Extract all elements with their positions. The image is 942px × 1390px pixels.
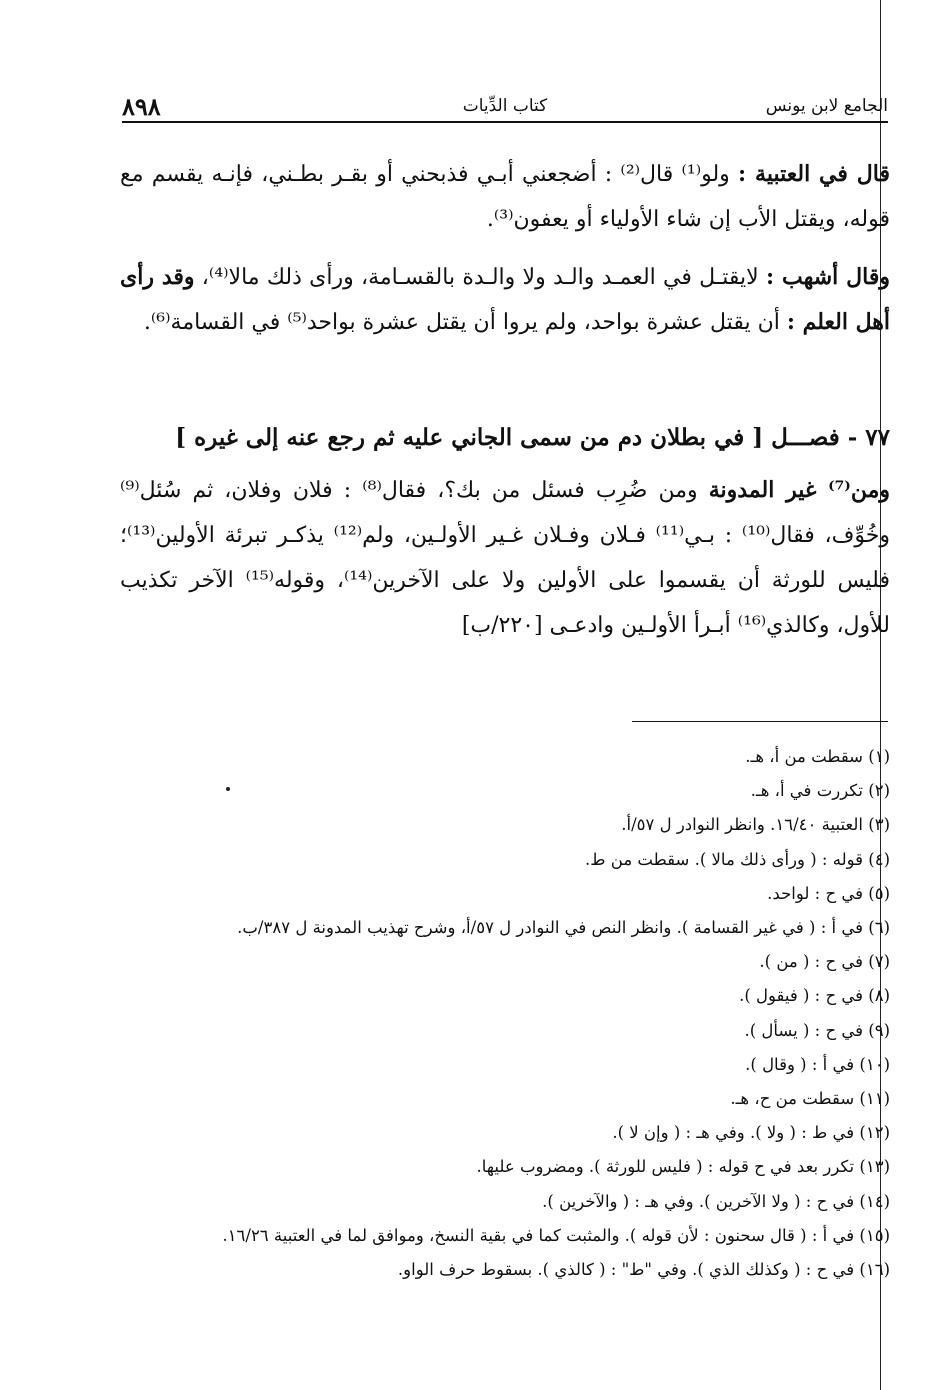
footnote-8: (٨) في ح : ( فيقول ). [739,986,890,1006]
footnote-13: (١٣) تكرر بعد في ح قوله : ( فليس للورثة ). ومضروب عليها. [476,1157,890,1177]
footnote-7: (٧) في ح : ( من ). [759,952,890,972]
footnote-10: (١٠) في أ : ( وقال ). [745,1054,890,1074]
footnote-11: (١١) سقطت من ح، هـ. [730,1089,890,1109]
paragraph-3-lead: ومن⁽⁷⁾ غير المدونة [708,477,891,503]
paragraph-1 [120,152,890,242]
paragraph-2-text2: أن يقتل عشرة بواحد، ولم يروا أن يقتل عشرة بواحد⁽⁵⁾ في القسامة⁽⁶⁾. [143,310,787,335]
paragraph-2 [120,255,890,345]
footnotes-list [120,740,890,1287]
book-title: الجامع لابن يونس [765,96,888,116]
paragraph-1-text: ولو⁽¹⁾ قال⁽²⁾ : أضجعني أبـي فذبحني أو بقـر بطـني، فإنـه يقسم مع قوله، ويقتل الأب إن شاء الأولياء أو يعفون⁽³⁾. [120,162,890,232]
paragraph-2-lead2: وقد رأى أهل العلم : [120,264,890,335]
section-heading: ٧٧ - فصـــل [ في بطلان دم من سمى الجاني عليه ثم رجع عنه إلى غيره ] [175,424,890,451]
paragraph-3-text: ومن ضُرِب فسئل من بك؟، فقال⁽⁸⁾ : فلان وفلان، ثم سُئل⁽⁹⁾ وخُوِّف، فقال⁽¹⁰⁾ : بـي⁽¹¹⁾ فـلان وفـلان غـير الأولـين، ولم⁽¹²⁾ يذكـر تبرئة الأولين⁽¹³⁾؛ فليس للورثة أن يقسموا على الأولين ولا على الآخرين⁽¹⁴⁾، وقوله⁽¹⁵⁾ الآخر تكذيب للأول، وكالذي⁽¹⁶⁾ أبـرأ الأولـين وادعـى [٢٢٠/ب] [120,478,890,638]
page-number: ٨٩٨ [122,92,161,121]
footnote-16: (١٦) في ح : ( وكذلك الذي ). وفي "ط" : ( كالذي ). بسقوط حرف الواو. [397,1260,890,1280]
footnote-separator [632,721,888,722]
footnote-15: (١٥) في أ : ( قال سحنون : لأن قوله ). والمثبت كما في بقية النسخ، وموافق لما في العتبية ١٦/٢٦. [222,1225,890,1245]
footnote-2: (٢) تكررت في أ، هـ. [750,781,890,801]
footnote-6: (٦) في أ : ( في غير القسامة ). وانظر النص في النوادر ل ٥٧/أ، وشرح تهذيب المدونة ل ٣٨٧/ب. [237,918,890,938]
footnote-14: (١٤) في ح : ( ولا الآخرين ). وفي هـ : ( والآخرين ). [542,1191,890,1211]
page-header [122,92,888,120]
footnote-1: (١) سقطت من أ، هـ. [745,747,890,766]
header-rule [122,121,888,123]
chapter-title: كتاب الدِّيات [462,96,548,116]
paragraph-3 [120,468,890,648]
footnote-5: (٥) في ح : لواحد. [767,883,890,903]
footnote-3: (٣) العتبية ١٦/٤٠. وانظر النوادر ل ٥٧/أ. [621,815,890,835]
paragraph-2-text: لايقتـل في العمـد والـد ولا والـدة بالقسـامة، ورأى ذلك مالا⁽⁴⁾، [194,265,766,290]
footnote-12: (١٢) في ط : ( ولا ). وفي هـ : ( وإن لا ). [612,1123,890,1143]
footnote-4: (٤) قوله : ( ورأى ذلك مالا ). سقطت من ط. [585,849,890,869]
paragraph-2-lead: وقال أشهب : [765,264,891,290]
footnote-9: (٩) في ح : ( يسأل ). [744,1020,890,1040]
paragraph-1-lead: قال في العتبية : [738,161,890,187]
